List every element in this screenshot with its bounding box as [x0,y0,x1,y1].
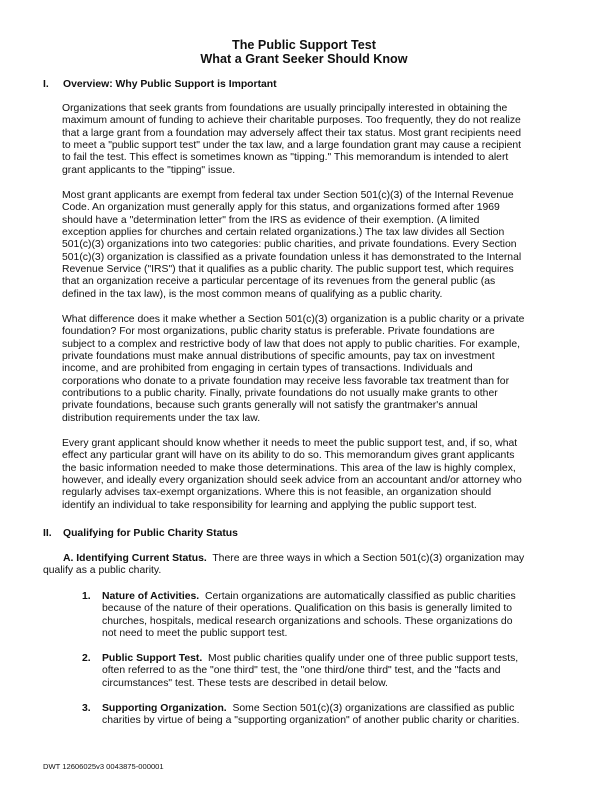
list-item-line: Most public charities qualify under one of three public support tests, [202,653,519,664]
section-1-number: I. [43,79,49,90]
subsection-a-label: A. Identifying Current Status. [63,553,207,564]
paragraph-line: Code. An organization must generally apply for this status, and organizations formed after 1969 [62,202,500,214]
paragraph-line: income, and are prohibited from engaging in certain types of transactions. Individuals and [62,363,473,375]
paragraph-line: the basic information needed to make those determinations. This area of the law is highly complex, [62,462,516,474]
document-title-line1: The Public Support Test [232,38,376,52]
paragraph-line: What difference does it make whether a Section 501(c)(3) organization is a public charity or a private [62,314,525,325]
paragraph-line: however, and ideally every organization should seek advice from an accountant and/or attorney who [62,475,522,487]
subsection-a [43,553,524,578]
section-1-title: Overview: Why Public Support is Important [63,79,277,90]
paragraph-line: to fail the test. This effect is sometimes known as "tipping." This memorandum is intended to alert [62,152,509,164]
paragraph-line: distribution requirements under the tax law. [62,412,261,424]
list-item-line: not need to meet the public support test. [102,628,288,640]
paragraph-line: corporations who donate to a private foundation may receive less favorable tax treatment than for [62,375,510,387]
list-item-line: Certain organizations are automatically classified as public charities [199,591,516,602]
paragraph-3 [62,314,524,425]
paragraph-line: 501(c)(3) organization is classified as a private foundation unless it has demonstrated to the Internal [62,251,522,263]
list-item-line: because of the nature of their operations. Qualification on this basis is generally limited to [102,603,513,615]
paragraph-line: Organizations that seek grants from foundations are usually principally interested in obtaining the [62,103,508,114]
paragraph-line: effect any particular grant will have on its ability to do so. This memorandum gives grant applicants [62,450,515,462]
paragraph-line: private foundations, because such grants generally will not satisfy the grantmaker's annual [62,400,478,412]
paragraph-line: that an organization receive a particular percentage of its revenues from the general public (as [62,276,496,288]
paragraph-line: subject to a complex and restrictive body of law that does not apply to public charities. For example, [62,338,520,350]
list-item-number: 2. [82,653,91,664]
subsection-a-text: There are three ways in which a Section 501(c)(3) organization may [206,553,525,564]
paragraph-1 [62,103,521,177]
list-item-line: Some Section 501(c)(3) organizations are classified as public [226,703,515,714]
paragraph-4 [62,438,522,512]
section-2-title: Qualifying for Public Charity Status [63,528,238,539]
paragraph-line: private foundations must make annual distributions of specific amounts, pay tax on investment [62,351,495,363]
paragraph-2 [62,190,521,301]
list-item-number: 1. [82,591,91,602]
document-title-line2: What a Grant Seeker Should Know [200,52,408,66]
paragraph-line: 501(c)(3) organizations into two categories: public charities, and private foundations. Every Section [62,239,517,251]
list-item-line: churches, hospitals, medical research organizations and schools. These organizations do [102,615,513,627]
list-item-line: often referred to as the "one third" test, the "one third/one third" test, and the "facts and [102,665,501,677]
section-2-number: II. [43,528,52,539]
list-item-number: 3. [82,703,91,714]
paragraph-line: to meet a "public support test" under the tax law, and a large foundation grant may cause a recipient [62,140,522,152]
paragraph-line: regularly advises tax-exempt organizations. Where this is not feasible, an organization should [62,487,492,499]
list-item-line: circumstances" test. These tests are described in detail below. [102,677,388,689]
document-footer-id: DWT 12606025v3 0043875-000001 [43,762,164,771]
paragraph-line: Most grant applicants are exempt from federal tax under Section 501(c)(3) of the Internal Revenue [62,190,514,201]
list-item-title: Supporting Organization. [102,703,227,714]
paragraph-line: exception applies for churches and certain related organizations.) The tax law divides all Section [62,227,505,239]
paragraph-line: grant applicants to the "tipping" issue. [62,164,236,176]
paragraph-line: maximum amount of funding to achieve their charitable purposes. Too frequently, they do not realize [62,115,521,127]
paragraph-line: defined in the tax law), is the most common means of qualifying as a public charity. [62,288,443,300]
paragraph-line: Revenue Service ("IRS") that it qualifies as a public charity. The public support test, which requires [62,264,514,276]
paragraph-line: identify an individual to take responsibility for learning and applying the public support test. [62,499,477,511]
list-item-title: Nature of Activities. [102,591,200,602]
paragraph-line: should have a "determination letter" from the IRS as evidence of their exemption. (A limited [62,214,480,226]
paragraph-line: foundation? For most organizations, public charity status is preferable. Private foundations are [62,326,495,338]
subsection-a-text-line2: qualify as a public charity. [43,565,162,577]
paragraph-line: Every grant applicant should know whether it needs to meet the public support test, and, if so, what [62,438,518,449]
list-item-line: charities by virtue of being a "supporting organization" of another public charity or charities. [102,715,520,727]
list-item-title: Public Support Test. [102,653,203,664]
paragraph-line: that a large grant from a foundation may adversely affect their tax status. Most grant recipients need [62,127,521,139]
paragraph-line: contributions to a public charity. Finally, private foundations do not usually make grants to other [62,388,498,400]
